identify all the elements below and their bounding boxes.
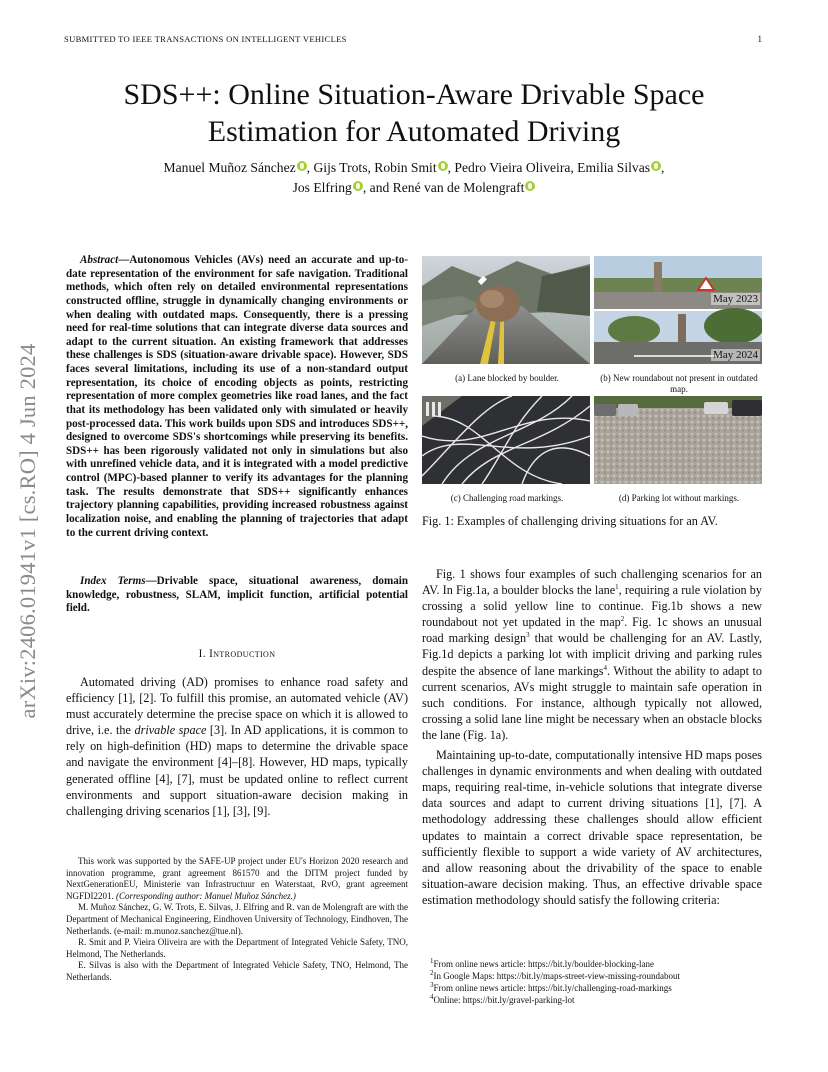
right-paragraph-1: Fig. 1 shows four examples of such challenging scenarios for an AV. In Fig.1a, a boulder blocks the lane$^1$, requiring a rule violation by crossing a solid yellow line to continue. Fig.1b shows a new roundabout not yet updated in the map$^2$. Fig. 1c shows an unusual road marking design$^3$ that would be challenging for an AV. Lastly, Fig.1d depicts a parking lot with implicit driving and parking rules despite the absence of lane markings$^4$. Without the ability to adapt to current scenarios, AVs might struggle to maintain safe operation in such conditions. For instance, although typically not allowed, crossing a solid lane line might be necessary when an obstacle blocks the lane (Fig. 1a). [422, 567, 763, 742]
abstract-text: —Autonomous Vehicles (AVs) need an accurate and up-to-date representation of the environment for safe navigation. Traditional methods, which often rely on detailed environmental representations constructed offline, struggle in dynamically changing environments or when dealing with outdated maps. Consequently, there is a pressing need for real-time solutions that can integrate diverse data sources and adapt to the current situation. An existing framework that addresses these challenges is SDS (situation-aware drivable space). However, SDS faces several limitations, including its use of a non-standard output representation, its choice of encoding objects as points, restricting representation of more complex geometries like road lanes, and the fact that its methodology has been validated only with simulated or heavily post-processed data. This work builds upon SDS and introduces SDS++, designed to overcome SDS's shortcomings while preserving its benefits. SDS++ has been rigorously validated not only in simulations but also with unrefined vehicle data, and it is integrated with a model predictive control (MPC)-based planner to verify its advantages for the planning task. The results demonstrate that SDS++ significantly enhances trajectory planning capabilities, providing increased robustness against localization noise, and enabling the planning of trajectories that adapt to the current driving context. [66, 254, 408, 539]
figure-1a [422, 256, 592, 384]
author-list [64, 158, 764, 198]
title-line-2: Estimation for Automated Driving [207, 115, 621, 148]
abstract-label: Abstract [80, 254, 119, 266]
label-may-2023: May 2023 [713, 293, 758, 305]
intro-text-b: [3]. In AD applications, it is common to rely on high-definition (HD) maps to determine the drivable space and navigate the environment [4]–[8]. However, HD maps, typically generated offline [4], [7], must be updated online to reflect current environments and support situation-aware decision making in challenging driving scenarios [1], [3], [9]. [66, 723, 408, 818]
orcid-icon[interactable] [297, 161, 307, 171]
orcid-icon[interactable] [651, 161, 661, 171]
right-footnotes [430, 958, 770, 1006]
arxiv-stamp [8, 296, 48, 766]
orcid-icon[interactable] [438, 161, 448, 171]
subcaption-d: (d) Parking lot without markings. [618, 493, 740, 503]
page-number: 1 [757, 34, 762, 44]
funding-text: This work was supported by the SAFE-UP project under EU's Horizon 2020 research and innovation programme, grant agreement 861570 and the DITM project funded by NextGenerationEU, Ministerie van Infrastructuur en Waterstaat, RvO, grant agreement NGFDI2201. [66, 856, 408, 901]
author-7: , and René van de Molengraft [362, 180, 525, 195]
subcaption-a: (a) Lane blocked by boulder. [455, 373, 559, 383]
affiliation-2: R. Smit and P. Vieira Oliveira are with the Department of Integrated Vehicle Safety, TNO, Helmond, The Netherlands. [66, 937, 408, 959]
intro-italic: drivable space [134, 723, 207, 738]
figure-1d [594, 396, 764, 504]
intro-text-a: Automated driving (AD) promises to enhance road safety and efficiency [1], [2]. To fulfill this promise, an automated vehicle (AV) must accurately determine the precise space on which it is allowed to drive, i.e. the [66, 675, 408, 738]
figure-1c [422, 396, 592, 504]
funding-footnote [66, 856, 408, 984]
author-6: Jos Elfring [292, 180, 352, 195]
road-markings-image [422, 396, 590, 484]
paper-title [64, 76, 764, 150]
footnote-1: $^1$From online news article: https://bit.ly/boulder-blocking-lane [430, 957, 655, 969]
orcid-icon[interactable] [525, 181, 535, 191]
subcaption-c: (c) Challenging road markings. [450, 493, 564, 503]
index-terms-label: Index Terms [80, 575, 146, 587]
footnote-2: $^2$In Google Maps: https://bit.ly/maps-street-view-missing-roundabout [430, 969, 680, 981]
author-2-3: , Gijs Trots, Robin Smit [306, 160, 437, 175]
orcid-icon[interactable] [353, 181, 363, 191]
right-paragraph-2: Maintaining up-to-date, computationally intensive HD maps poses challenges in dynamic environments and when dealing with outdated maps, requiring real-time, in-vehicle solutions that integrate diverse data sources and adapt to current driving situations [1], [7]. A methodology addressing these challenges should allow efficient updates to maintain a correct drivable space representation, be sufficiently flexible to support a wide variety of AV architectures, and allow reasoning about the drivability of the space to enable situation-aware decision making. Thus, an effective drivable space estimation methodology should satisfy the following criteria: [422, 748, 762, 907]
label-may-2024: May 2024 [713, 349, 758, 361]
abstract [66, 254, 408, 540]
affiliation-1: M. Muñoz Sánchez, G. W. Trots, E. Silvas, J. Elfring and R. van de Molengraft are with the Department of Mechanical Engineering, Eindhoven University of Technology, Eindhoven, The Netherlands. (e-mail: m.munoz.sanchez@tue.nl). [66, 902, 408, 936]
affiliation-3: E. Silvas is also with the Department of Integrated Vehicle Safety, TNO, Helmond, The Netherlands. [66, 960, 408, 982]
boulder-image [422, 256, 590, 364]
right-column-body [422, 566, 762, 908]
roundabout-image [594, 256, 762, 364]
index-terms-text: —Drivable space, situational awareness, domain knowledge, robustness, SLAM, implicit function, artificial potential field. [66, 575, 408, 615]
footnote-4: $^4$Online: https://bit.ly/gravel-parking-lot [430, 993, 575, 1005]
intro-paragraph [66, 674, 408, 819]
index-terms [66, 575, 408, 616]
corresponding-author: (Corresponding author: Manuel Muñoz Sánchez.) [116, 890, 296, 901]
subcaption-b: (b) New roundabout not present in outdated map. [600, 373, 758, 394]
author-4-5: , Pedro Vieira Oliveira, Emilia Silvas [447, 160, 651, 175]
author-1: Manuel Muñoz Sánchez [163, 160, 296, 175]
section-heading: I. Introduction [198, 648, 276, 660]
running-header: SUBMITTED TO IEEE TRANSACTIONS ON INTELLIGENT VEHICLES [64, 34, 347, 44]
figure-caption: Fig. 1: Examples of challenging driving situations for an AV. [422, 514, 718, 528]
parking-lot-image [594, 396, 762, 484]
footnote-3: $^3$From online news article: https://bit.ly/challenging-road-markings [430, 981, 672, 993]
arxiv-id: arXiv:2406.01941v1 [cs.RO] 4 Jun 2024 [15, 343, 40, 719]
title-line-1: SDS++: Online Situation-Aware Drivable Space [123, 78, 705, 111]
author-sep: , [661, 160, 665, 175]
figure-1b [594, 256, 764, 395]
